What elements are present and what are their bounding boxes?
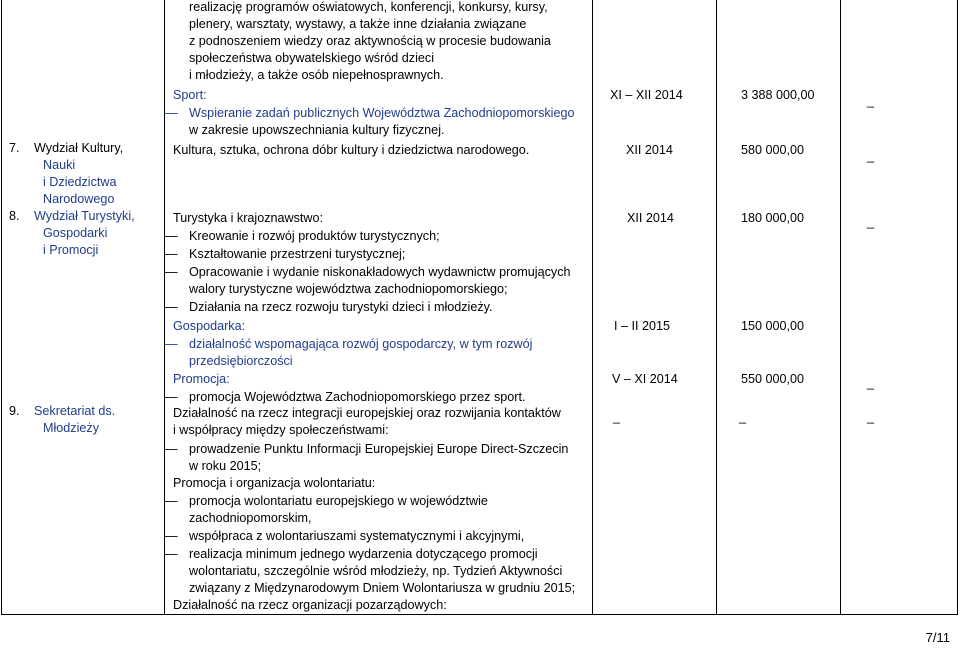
amount-cell: _ — [739, 410, 747, 424]
amount-cell: 580 000,00 — [741, 143, 805, 157]
task-text-line: zachodniopomorskim, — [189, 511, 312, 525]
department-name-line: Narodowego — [43, 192, 115, 206]
section-heading-sport: Sport: — [173, 88, 207, 102]
page-number: 7/11 — [925, 630, 950, 645]
table-border-bottom — [1, 614, 958, 615]
task-text-line: realizację programów oświatowych, konferencji, konkursy, kursy, — [189, 0, 548, 14]
empty-cell-dash: _ — [867, 149, 875, 163]
department-name-line: Młodzieży — [43, 421, 99, 435]
department-name-line: Gospodarki — [43, 226, 108, 240]
task-text-line: i współpracy między społeczeństwami: — [173, 423, 389, 437]
period-cell: XII 2014 — [627, 211, 674, 225]
task-text-line: z podnoszeniem wiedzy oraz aktywnością w procesie budowania — [189, 34, 551, 48]
amount-cell: 550 000,00 — [741, 372, 805, 386]
table-border-col3 — [716, 0, 717, 614]
task-text-line: i młodzieży, a także osób niepełnosprawnych. — [189, 68, 444, 82]
row-number-7: 7. — [9, 141, 20, 155]
task-bullet-item: — promocja Województwa Zachodniopomorskiego przez sport. — [189, 389, 525, 406]
department-name-line: i Dziedzictwa — [43, 175, 117, 189]
period-cell: V – XI 2014 — [612, 372, 678, 386]
department-name-line: Sekretariat ds. — [34, 404, 116, 418]
empty-cell-dash: _ — [867, 376, 875, 390]
task-bullet-item: — działalność wspomagająca rozwój gospodarczy, w tym rozwój — [189, 336, 532, 353]
task-text-line: społeczeństwa obywatelskiego wśród dzieci — [189, 51, 435, 65]
amount-cell: 150 000,00 — [741, 319, 805, 333]
period-cell: _ — [613, 410, 621, 424]
task-text-line: związany z Międzynarodowym Dniem Wolontariusza w grudniu 2015; — [189, 581, 576, 595]
period-cell: I – II 2015 — [614, 319, 671, 333]
task-text-line: Promocja i organizacja wolontariatu: — [173, 476, 376, 490]
row-number-9: 9. — [9, 404, 20, 418]
task-bullet-item: — Kształtowanie przestrzeni turystycznej; — [189, 246, 405, 263]
section-heading-turystyka: Turystyka i krajoznawstwo: — [173, 211, 323, 225]
department-name-line: Wydział Kultury, — [34, 141, 124, 155]
task-text-line: wolontariatu, szczególnie wśród młodzieży, np. Tydzień Aktywności — [189, 564, 563, 578]
department-name-line: i Promocji — [43, 243, 99, 257]
period-cell: XII 2014 — [626, 143, 673, 157]
task-bullet-item: — realizacja minimum jednego wydarzenia dotyczącego promocji — [189, 546, 538, 563]
amount-cell: 3 388 000,00 — [741, 88, 815, 102]
task-bullet-item: — Kreowanie i rozwój produktów turystycznych; — [189, 228, 440, 245]
task-bullet-item: — promocja wolontariatu europejskiego w województwie — [189, 493, 488, 510]
empty-cell-dash: _ — [867, 410, 875, 424]
table-border-col4 — [840, 0, 841, 614]
period-cell: XI – XII 2014 — [610, 88, 683, 102]
table-border-right — [957, 0, 958, 614]
task-text-line: przedsiębiorczości — [189, 354, 293, 368]
task-text-line: Działalność na rzecz integracji europejskiej oraz rozwijania kontaktów — [173, 406, 561, 420]
task-bullet-item: — Wspieranie zadań publicznych Województwa Zachodniopomorskiego — [189, 105, 574, 122]
task-text-line: Działalność na rzecz organizacji pozarządowych: — [173, 598, 447, 612]
task-text-line: w roku 2015; — [189, 459, 262, 473]
section-heading-gospodarka: Gospodarka: — [173, 319, 246, 333]
task-bullet-item: — współpraca z wolontariuszami systematycznymi i akcyjnymi, — [189, 528, 524, 545]
task-text-line: Kultura, sztuka, ochrona dóbr kultury i dziedzictwa narodowego. — [173, 143, 530, 157]
task-text-line: plenery, warsztaty, wystawy, a także inne działania związane — [189, 17, 527, 31]
task-bullet-item: — prowadzenie Punktu Informacji Europejskiej Europe Direct-Szczecin — [189, 441, 568, 458]
empty-cell-dash: _ — [867, 215, 875, 229]
empty-cell-dash: _ — [867, 94, 875, 108]
row-number-8: 8. — [9, 209, 20, 223]
task-text-line: w zakresie upowszechniania kultury fizycznej. — [189, 123, 445, 137]
task-text-line: walory turystyczne województwa zachodniopomorskiego; — [189, 282, 508, 296]
task-bullet-item: — Opracowanie i wydanie niskonakładowych wydawnictw promujących — [189, 264, 571, 281]
section-heading-promocja: Promocja: — [173, 372, 230, 386]
table-border-left — [1, 0, 2, 614]
table-border-col2 — [592, 0, 593, 614]
department-name-line: Nauki — [43, 158, 76, 172]
department-name-line: Wydział Turystyki, — [34, 209, 135, 223]
task-bullet-item: — Działania na rzecz rozwoju turystyki dzieci i młodzieży. — [189, 299, 493, 316]
amount-cell: 180 000,00 — [741, 211, 805, 225]
